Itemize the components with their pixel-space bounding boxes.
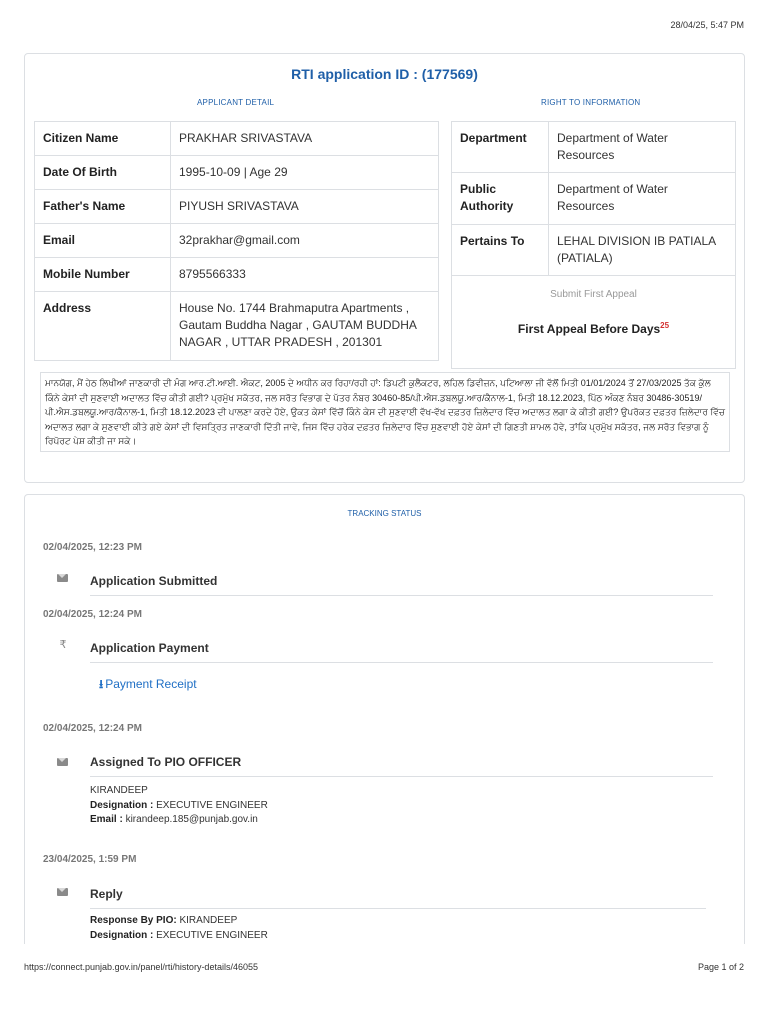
pio-officer-details <box>90 784 268 828</box>
response-value: KIRANDEEP <box>179 915 238 926</box>
email-label: Email : <box>90 814 123 825</box>
field-value: 1995-10-09 | Age 29 <box>171 156 439 190</box>
rti-detail-table <box>451 121 736 276</box>
first-appeal-days <box>452 321 735 336</box>
table-row <box>35 224 439 258</box>
tracking-card <box>24 494 745 944</box>
tracking-section-label: TRACKING STATUS <box>347 509 422 518</box>
field-label: Public Authority <box>452 173 549 225</box>
designation-label: Designation : <box>90 799 154 811</box>
first-appeal-panel <box>451 275 736 369</box>
field-label: Address <box>35 292 171 361</box>
officer-designation <box>90 799 268 814</box>
payment-receipt-link[interactable] <box>99 675 197 696</box>
response-label: Response By PIO: <box>90 915 177 926</box>
page-title: RTI application ID : (177569) <box>291 66 478 82</box>
field-value: PRAKHAR SRIVASTAVA <box>171 122 439 156</box>
envelope-icon <box>57 888 68 896</box>
event-title: Application Payment <box>90 641 713 663</box>
field-label: Pertains To <box>452 225 549 276</box>
table-row <box>452 225 736 276</box>
field-label: Email <box>35 224 171 258</box>
designation-label: Designation : <box>90 929 154 941</box>
application-card <box>24 53 745 483</box>
officer-email <box>90 813 268 828</box>
download-icon: ⭳ <box>99 677 104 691</box>
reply-details <box>90 914 268 943</box>
print-url: https://connect.punjab.gov.in/panel/rti/history-details/46055 <box>24 962 258 972</box>
appeal-days-label: First Appeal Before Days <box>517 322 661 336</box>
event-date: 23/04/2025, 1:59 PM <box>43 854 137 865</box>
field-label: Father's Name <box>35 190 171 224</box>
field-label: Department <box>452 122 549 173</box>
event-date: 02/04/2025, 12:24 PM <box>43 609 142 620</box>
field-value: LEHAL DIVISION IB PATIALA (PATIALA) <box>549 225 736 276</box>
table-row <box>35 156 439 190</box>
page-number: Page 1 of 2 <box>697 962 744 972</box>
rti-query-text: ਮਾਨਯੋਗ, ਮੈਂ ਹੇਠ ਲਿਖੀਆਂ ਜਾਣਕਾਰੀ ਦੀ ਮੰਗ ਆਰ.ਟੀ.ਆਈ. ਐਕਟ, 2005 ਦੇ ਅਧੀਨ ਕਰ ਰਿਹਾ/ਰਹੀ ਹਾਂ: ਡਿਪਟੀ ਕੁਲੈਕਟਰ, ਲਹਿਲ ਡਿਵੀਜ਼ਨ, ਪਟਿਆਲਾ ਜੀ ਵੱਲੋਂ ਮਿਤੀ 01/01/2024 ਤੋਂ 27/03/2025 ਤੱਕ ਕੁੱਲ ਕਿੰਨੇ ਕੇਸਾਂ ਦੀ ਸੁਣਵਾਈ ਅਦਾਲਤ ਵਿੱਚ ਕੀਤੀ ਗਈ? ਪ੍ਰਮੁੱਖ ਸਕੱਤਰ, ਜਲ ਸਰੋਤ ਵਿਭਾਗ ਦੇ ਪੱਤਰ ਨੰਬਰ 30460-85/ਪੀ.ਐਸ.ਡਬਲਯੂ.ਆਰ/ਕੈਨਾਲ-1, ਮਿਤੀ 18.12.2023, ਪਿੱਠ ਅੰਕਣ ਨੰਬਰ 30486-30519/ਪੀ.ਐਸ.ਡਬਲਯੂ.ਆਰ/ਕੈਨਾਲ-1, ਮਿਤੀ 18.12.2023 ਦੀ ਪਾਲਣਾ ਕਰਦੇ ਹੋਏ, ਉਕਤ ਕੇਸਾਂ ਵਿੱਚੋਂ ਕਿੰਨੇ ਕੇਸ ਦੀ ਸੁਣਵਾਈ ਵੱਖ-ਵੱਖ ਦਫ਼ਤਰ ਜ਼ਿਲੇਦਾਰ ਵਿੱਚ ਅਦਾਲਤ ਲਗਾ ਕੇ ਕੀਤੀ ਗਈ? ਉਪਰੋਕਤ ਦਫ਼ਤਰ ਜ਼ਿਲੇਦਾਰ ਵਿੱਚ ਅਦਾਲਤ ਲਗਾ ਕੇ ਸੁਣਵਾਈ ਕੀਤੇ ਗਏ ਕੇਸਾਂ ਦੀ ਵਿਸਤ੍ਰਿਤ ਜਾਣਕਾਰੀ ਦਿੱਤੀ ਜਾਵੇ, ਜਿਸ ਵਿੱਚ ਹਰੇਕ ਦਫ਼ਤਰ ਜ਼ਿਲੇਦਾਰ ਵਿੱਚ ਸੁਣਵਾਈ ਹੋਏ ਕੇਸਾਂ ਦੀ ਗਿਣਤੀ ਸ਼ਾਮਲ ਹੋਵੇ, ਤਾਂਕਿ ਪ੍ਰਮੁੱਖ ਸਕੱਤਰ, ਜਲ ਸਰੋਤ ਵਿਭਾਗ ਨੂੰ ਰਿਪੋਰਟ ਪੇਸ਼ ਕੀਤੀ ਜਾ ਸਕੇ। <box>40 372 730 452</box>
field-value: 32prakhar@gmail.com <box>171 224 439 258</box>
event-title: Reply <box>90 887 706 909</box>
reply-response-by <box>90 914 268 929</box>
payment-receipt-label: Payment Receipt <box>105 677 197 691</box>
envelope-icon <box>57 758 68 766</box>
field-value: Department of Water Resources <box>549 173 736 225</box>
email-value: kirandeep.185@punjab.gov.in <box>125 814 258 825</box>
print-datetime: 28/04/25, 5:47 PM <box>670 20 744 30</box>
reply-designation <box>90 929 268 944</box>
field-value: House No. 1744 Brahmaputra Apartments , Gautam Buddha Nagar , GAUTAM BUDDHA NAGAR , UTTAR PRADESH , 201301 <box>171 292 439 361</box>
applicant-detail-table <box>34 121 439 361</box>
officer-name: KIRANDEEP <box>90 785 148 796</box>
field-value: 8795566333 <box>171 258 439 292</box>
event-date: 02/04/2025, 12:24 PM <box>43 723 142 734</box>
table-row <box>35 122 439 156</box>
table-row <box>35 258 439 292</box>
submit-first-appeal-link[interactable]: Submit First Appeal <box>550 289 637 300</box>
event-title: Application Submitted <box>90 574 713 596</box>
table-row <box>35 292 439 361</box>
designation-value: EXECUTIVE ENGINEER <box>156 799 268 811</box>
event-title: Assigned To PIO OFFICER <box>90 755 713 777</box>
field-value: Department of Water Resources <box>549 122 736 173</box>
field-label: Citizen Name <box>35 122 171 156</box>
field-label: Date Of Birth <box>35 156 171 190</box>
table-row <box>35 190 439 224</box>
event-date: 02/04/2025, 12:23 PM <box>43 542 142 553</box>
rupee-icon: ₹ <box>59 639 67 651</box>
field-label: Mobile Number <box>35 258 171 292</box>
envelope-icon <box>57 574 68 582</box>
applicant-section-label: APPLICANT DETAIL <box>197 98 275 107</box>
table-row <box>452 173 736 225</box>
rti-section-label: RIGHT TO INFORMATION <box>541 98 641 107</box>
appeal-days-count: 25 <box>660 321 670 330</box>
table-row <box>452 122 736 173</box>
designation-value: EXECUTIVE ENGINEER <box>156 929 268 941</box>
field-value: PIYUSH SRIVASTAVA <box>171 190 439 224</box>
